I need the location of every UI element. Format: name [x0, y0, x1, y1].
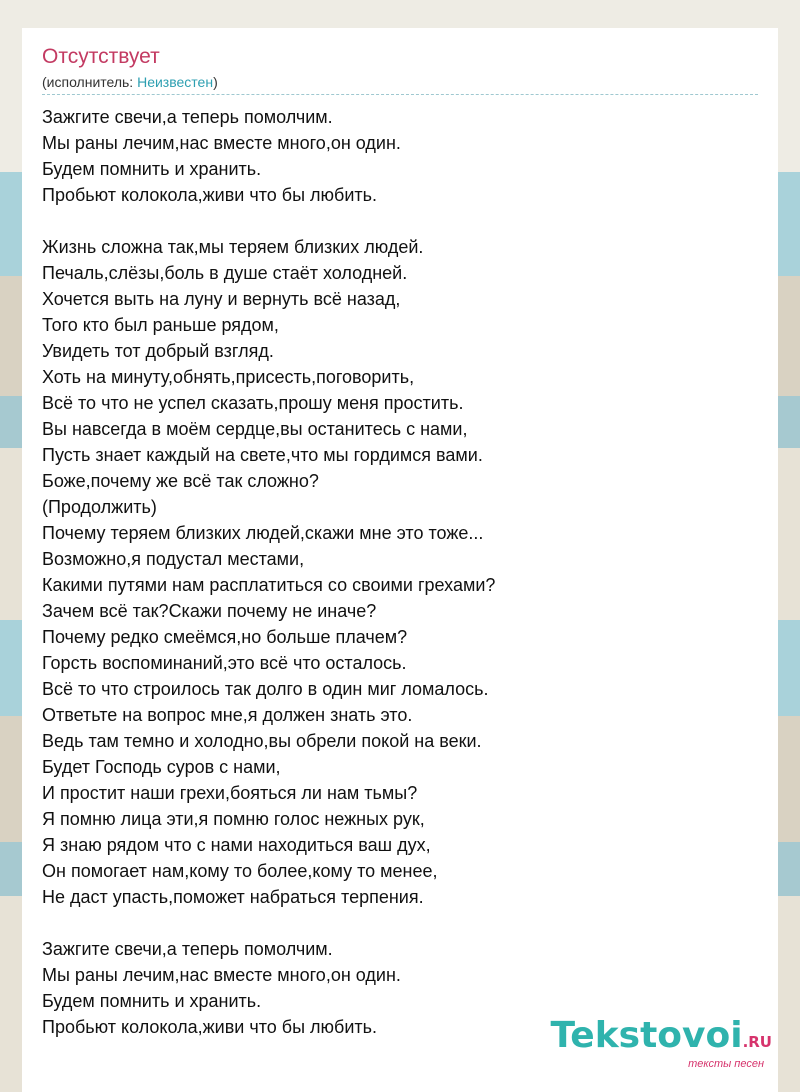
watermark-tld: .RU: [742, 1033, 772, 1051]
lyric-line: Вы навсегда в моём сердце,вы останитесь с нами,: [42, 419, 468, 439]
lyric-line: Мы раны лечим,нас вместе много,он один.: [42, 133, 401, 153]
lyric-line: Почему теряем близких людей,скажи мне это тоже...: [42, 523, 484, 543]
lyric-line: Зажгите свечи,а теперь помолчим.: [42, 939, 333, 959]
watermark-logo: [550, 1015, 772, 1060]
lyric-line: Того кто был раньше рядом,: [42, 315, 279, 335]
artist-suffix: ): [213, 74, 218, 90]
lyric-line: Зажгите свечи,а теперь помолчим.: [42, 107, 333, 127]
lyric-line: Зачем всё так?Скажи почему не иначе?: [42, 601, 377, 621]
lyric-line: И простит наши грехи,бояться ли нам тьмы?: [42, 783, 418, 803]
site-watermark: [550, 1015, 772, 1070]
artist-link[interactable]: Неизвестен: [137, 74, 214, 90]
lyric-line: Почему редко смеёмся,но больше плачем?: [42, 627, 408, 647]
watermark-tagline: тексты песен: [688, 1058, 764, 1070]
lyric-line: Увидеть тот добрый взгляд.: [42, 341, 274, 361]
title-divider: [42, 94, 758, 95]
lyric-line: Хочется выть на луну и вернуть всё назад,: [42, 289, 401, 309]
lyric-line: Будем помнить и хранить.: [42, 991, 262, 1011]
lyric-line: Пробьют колокола,живи что бы любить.: [42, 1017, 377, 1037]
lyric-line: Я помню лица эти,я помню голос нежных рук,: [42, 809, 425, 829]
lyrics-sheet: [22, 28, 778, 1092]
lyric-line: Не даст упасть,поможет набраться терпения.: [42, 887, 424, 907]
lyric-line: Пусть знает каждый на свете,что мы гордимся вами.: [42, 445, 483, 465]
lyric-line: Он помогает нам,кому то более,кому то менее,: [42, 861, 438, 881]
lyric-line: Ответьте на вопрос мне,я должен знать это.: [42, 705, 413, 725]
watermark-brand: Tekstovoi: [550, 1015, 743, 1056]
lyric-line: Мы раны лечим,нас вместе много,он один.: [42, 965, 401, 985]
lyric-line: Какими путями нам расплатиться со своими грехами?: [42, 575, 496, 595]
artist-line: [42, 73, 218, 91]
lyric-line: Жизнь сложна так,мы теряем близких людей.: [42, 237, 424, 257]
lyrics-text: [42, 104, 762, 1040]
lyric-line: Печаль,слёзы,боль в душе стаёт холодней.: [42, 263, 408, 283]
lyric-line: Всё то что строилось так долго в один миг ломалось.: [42, 679, 489, 699]
lyric-line: Будет Господь суров с нами,: [42, 757, 281, 777]
lyric-line: Возможно,я подустал местами,: [42, 549, 305, 569]
lyric-line: (Продолжить): [42, 497, 157, 517]
song-title: Отсутствует: [42, 45, 160, 68]
lyric-line: Пробьют колокола,живи что бы любить.: [42, 185, 377, 205]
lyric-line: Боже,почему же всё так сложно?: [42, 471, 319, 491]
lyric-line: [42, 208, 762, 234]
lyric-line: Горсть воспоминаний,это всё что осталось.: [42, 653, 407, 673]
lyric-line: Я знаю рядом что с нами находиться ваш дух,: [42, 835, 431, 855]
lyric-line: Всё то что не успел сказать,прошу меня простить.: [42, 393, 464, 413]
artist-prefix: (исполнитель:: [42, 74, 138, 90]
lyric-line: Будем помнить и хранить.: [42, 159, 262, 179]
lyric-line: Ведь там темно и холодно,вы обрели покой на веки.: [42, 731, 482, 751]
lyric-line: [42, 910, 762, 936]
lyric-line: Хоть на минуту,обнять,присесть,поговорить,: [42, 367, 415, 387]
